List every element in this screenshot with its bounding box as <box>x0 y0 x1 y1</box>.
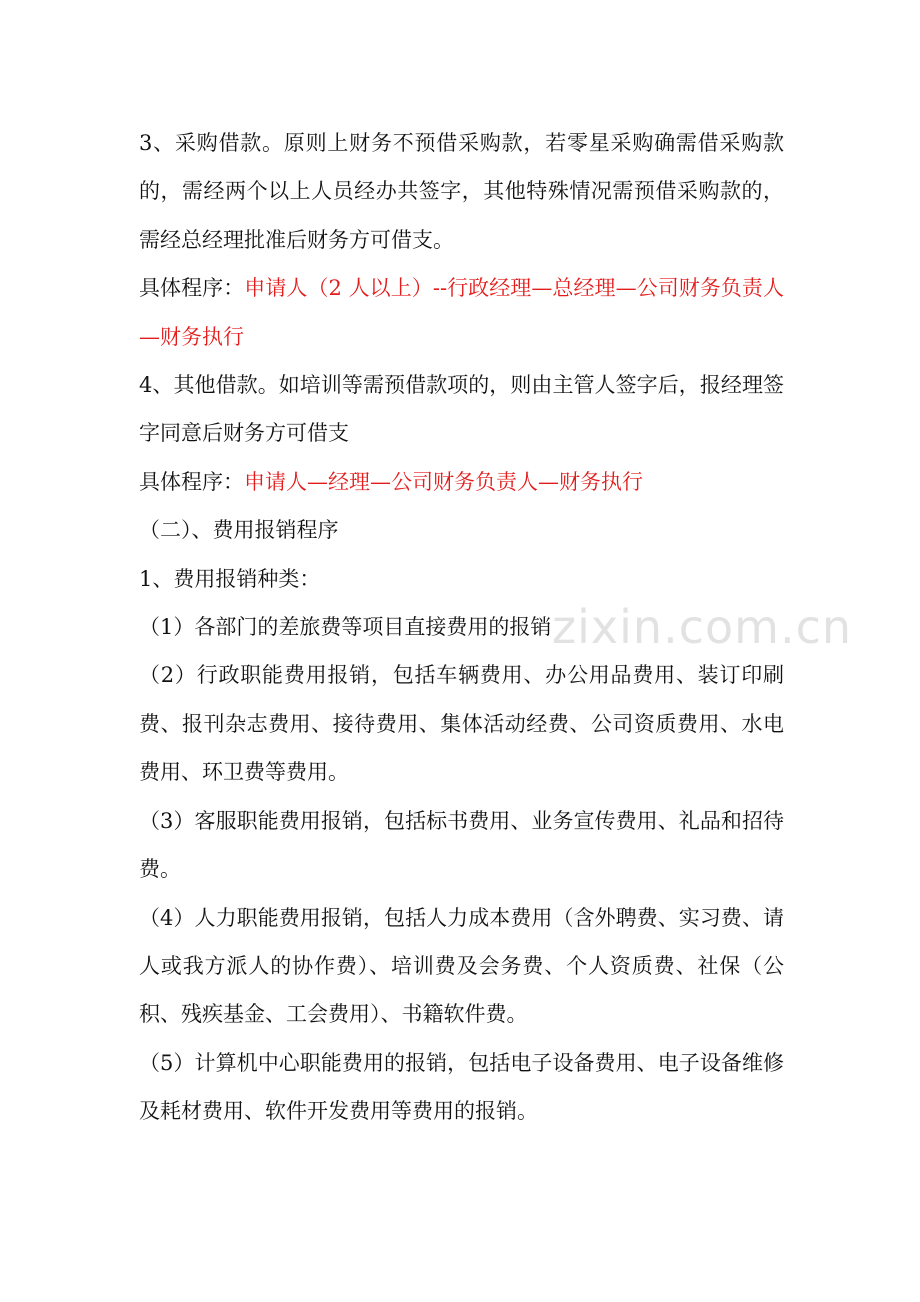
paragraph-purchase-loan-procedure <box>139 264 784 361</box>
document-body <box>139 119 784 1136</box>
paragraph-other-loan-procedure <box>139 458 784 506</box>
list-item-expense-type-1 <box>139 603 784 651</box>
paragraph-text: 3、采购借款。原则上财务不预借采购款，若零星采购确需借采购款的，需经两个以上人员经办共签字，其他特殊情况需预借采购款的，需经总经理批准后财务方可借支。 <box>139 131 784 252</box>
paragraph-purchase-loan <box>139 119 784 264</box>
paragraph-other-loan <box>139 361 784 458</box>
watermark: zixin.com.cn <box>552 600 853 654</box>
section-heading-text: （二）、费用报销程序 <box>139 518 339 543</box>
list-item-expense-type-2 <box>139 651 784 796</box>
paragraph-text: 1、费用报销种类： <box>139 566 321 591</box>
procedure-flow: 申请人（2 人以上）--行政经理—总经理—公司财务负责人—财务执行 <box>139 276 784 349</box>
procedure-flow: 申请人—经理—公司财务负责人—财务执行 <box>244 469 643 494</box>
list-item-expense-type-3 <box>139 797 784 894</box>
list-item-text: （3）客服职能费用报销，包括标书费用、业务宣传费用、礼品和招待费。 <box>139 808 784 882</box>
section-heading-expense-procedure <box>139 506 784 554</box>
list-item-text: （4）人力职能费用报销，包括人力成本费用（含外聘费、实习费、请人或我方派人的协作费）、培训费及会务费、个人资质费、社保（公积、残疾基金、工会费用）、书籍软件费。 <box>139 905 784 1027</box>
paragraph-expense-types <box>139 555 784 603</box>
list-item-text: （1）各部门的差旅费等项目直接费用的报销 <box>139 615 552 640</box>
paragraph-text: 4、其他借款。如培训等需预借款项的，则由主管人签字后，报经理签字同意后财务方可借支 <box>139 373 784 446</box>
procedure-label: 具体程序： <box>139 276 245 301</box>
list-item-expense-type-4 <box>139 894 784 1039</box>
procedure-label: 具体程序： <box>139 469 244 494</box>
list-item-text: （2）行政职能费用报销，包括车辆费用、办公用品费用、装订印刷费、报刊杂志费用、接待费用、集体活动经费、公司资质费用、水电费用、环卫费等费用。 <box>139 663 784 785</box>
list-item-text: （5）计算机中心职能费用的报销，包括电子设备费用、电子设备维修及耗材费用、软件开发费用等费用的报销。 <box>139 1050 784 1124</box>
list-item-expense-type-5 <box>139 1039 784 1136</box>
